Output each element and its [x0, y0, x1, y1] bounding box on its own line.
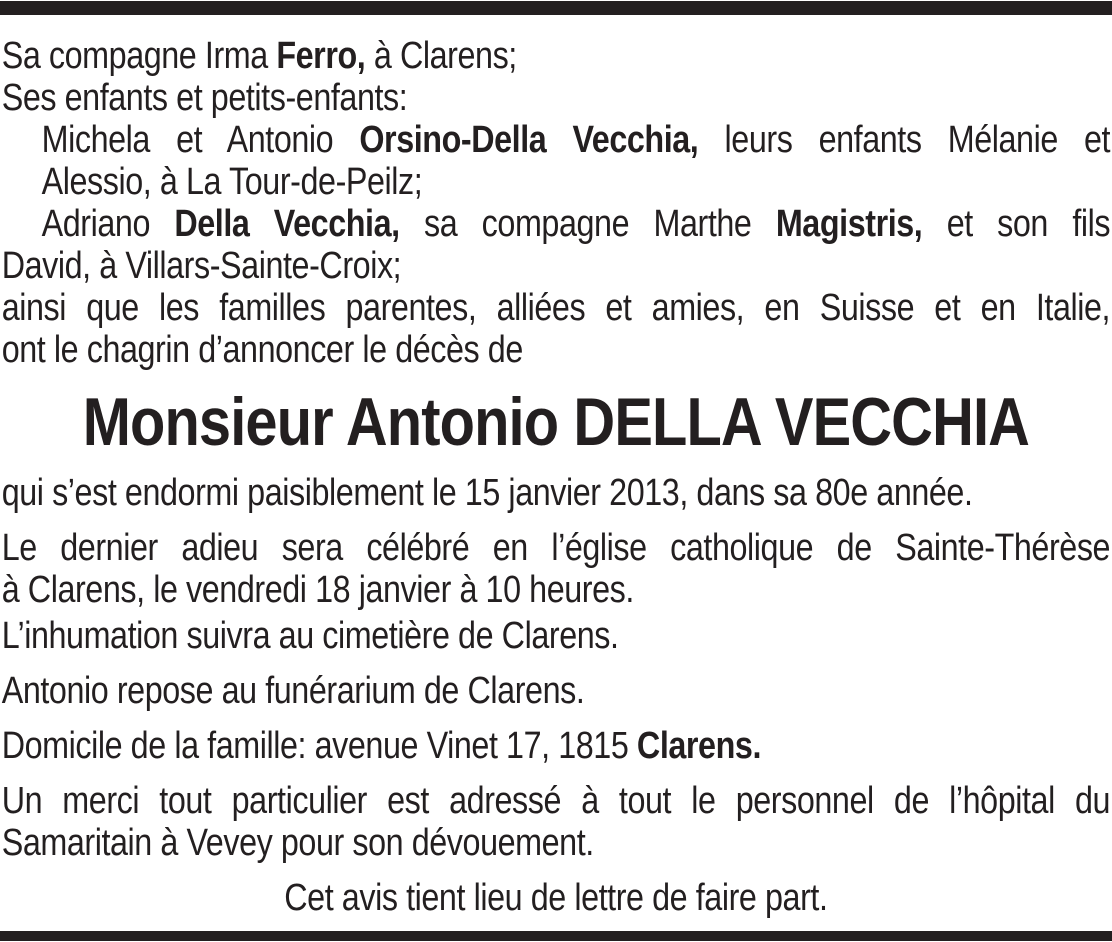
line-repose: Antonio repose au funérarium de Clarens.: [1, 670, 585, 712]
line-michela: Michela et Antonio Orsino-Della Vecchia, leurs enfants Mélanie et: [41, 119, 1111, 161]
deceased-name-title: Monsieur Antonio DELLA VECCHIA: [82, 384, 1030, 460]
line-david: David, à Villars-Sainte-Croix;: [1, 245, 402, 287]
line-merci: Un merci tout particulier est adressé à tout le personnel de l’hôpital du: [1, 780, 1111, 822]
line-compagne: Sa compagne Irma Ferro, à Clarens;: [1, 35, 517, 77]
line-adriano: Adriano Della Vecchia, sa compagne Marthe Magistris, et son fils: [41, 203, 1111, 245]
line-inhumation: L’inhumation suivra au cimetière de Clarens.: [1, 615, 619, 657]
line-faire-part: Cet avis tient lieu de lettre de faire part.: [284, 877, 828, 919]
top-rule: [0, 1, 1112, 15]
line-domicile: Domicile de la famille: avenue Vinet 17, 1815 Clarens.: [1, 725, 762, 767]
line-endormi: qui s’est endormi paisiblement le 15 janvier 2013, dans sa 80e année.: [1, 472, 973, 514]
line-samaritain: Samaritain à Vevey pour son dévouement.: [1, 822, 594, 864]
line-adieu: Le dernier adieu sera célébré en l’église catholique de Sainte-Thérèse: [1, 527, 1111, 569]
line-alessio: Alessio, à La Tour-de-Peilz;: [41, 161, 423, 203]
notice-content: [0, 15, 1112, 919]
line-chagrin: ont le chagrin d’annoncer le décès de: [1, 329, 523, 371]
line-clarens-date: à Clarens, le vendredi 18 janvier à 10 heures.: [1, 569, 634, 611]
bottom-rule: [0, 931, 1112, 941]
line-enfants-heading: Ses enfants et petits-enfants:: [1, 77, 408, 119]
line-familles: ainsi que les familles parentes, alliées et amies, en Suisse et en Italie,: [1, 287, 1111, 329]
